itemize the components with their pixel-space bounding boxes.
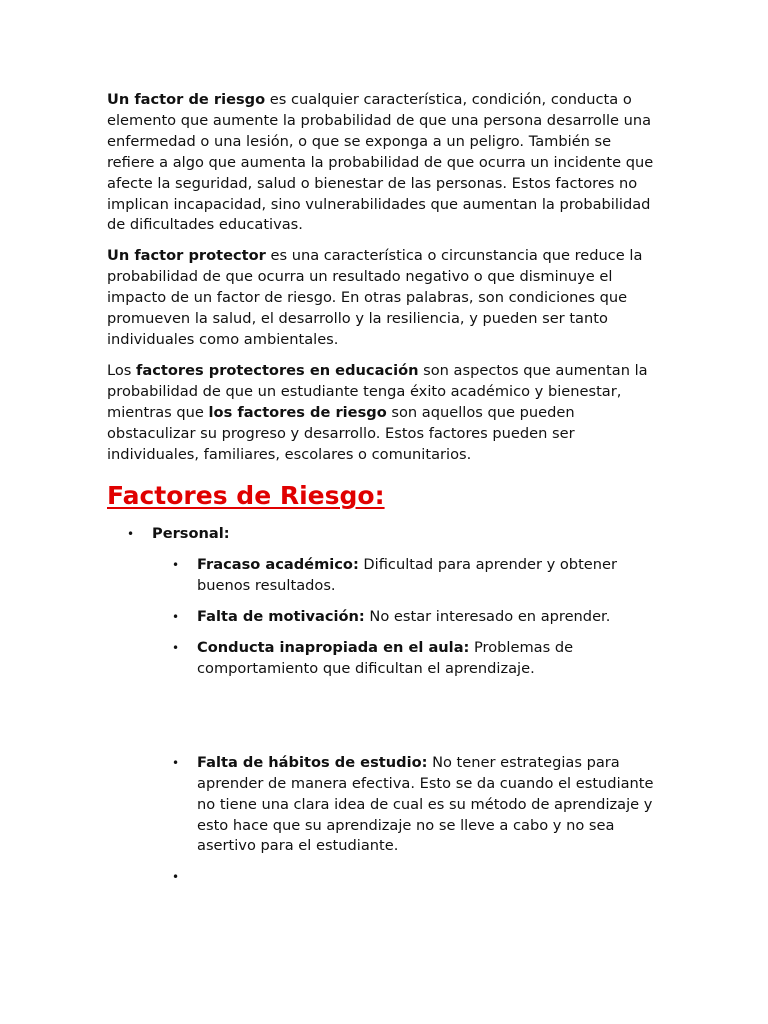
risk-factor-term: Un factor de riesgo: [107, 91, 266, 108]
document-body: [107, 90, 663, 898]
bullet-icon: •: [172, 610, 180, 625]
risk-factors-heading: Factores de Riesgo:: [107, 481, 385, 511]
item-title: Falta de hábitos de estudio:: [197, 753, 428, 771]
personal-label: Personal:: [152, 525, 230, 543]
item-title: Conducta inapropiada en el aula:: [197, 639, 470, 657]
item-text: No estar interesado en aprender.: [364, 608, 611, 626]
bullet-icon: •: [127, 527, 135, 542]
protective-factor-text: es una característica o circunstancia que reduce la probabilidad de que ocurra un resultado negativo o que disminuye el impacto de un factor de riesgo. En otras palabras, son condiciones que promueven la salud, el desarrollo y la resiliencia, y pueden ser tanto individuales como ambientales.: [107, 247, 643, 348]
personal-factors-list: [152, 555, 663, 888]
protective-factor-definition: [107, 246, 663, 351]
blank-space: [197, 680, 663, 743]
list-item: [152, 555, 663, 597]
risk-factors-list: [107, 524, 663, 888]
protective-factor-term: Un factor protector: [107, 247, 266, 265]
list-item: [152, 638, 663, 743]
bullet-icon: •: [172, 641, 180, 656]
item-text: Problemas de comportamiento que dificultan el aprendizaje.: [197, 639, 574, 677]
bullet-icon: •: [172, 755, 180, 770]
list-item-personal: [107, 524, 663, 888]
bullet-icon: •: [172, 870, 180, 885]
risk-factor-definition: [107, 90, 663, 236]
education-text-2: son aspectos que aumentan la probabilidad de que un estudiante tenga éxito académico y bienestar, mientras que: [107, 361, 648, 421]
item-text: Dificultad para aprender y obtener buenos resultados.: [197, 556, 617, 595]
bullet-icon: •: [172, 558, 180, 573]
item-text: No tener estrategias para aprender de manera efectiva. Esto se da cuando el estudiante no tiene una clara idea de cual es su método de aprendizaje y esto hace que su aprendizaje no se lleve a cabo y no sea asertivo para el estudiante.: [197, 753, 654, 855]
education-bold-1: factores protectores en educación: [136, 361, 419, 379]
item-title: Fracaso académico:: [197, 556, 359, 574]
education-factors-paragraph: [107, 361, 663, 466]
empty-line: [197, 867, 663, 888]
list-item: [152, 607, 663, 628]
education-text-1: Los: [107, 361, 137, 379]
education-bold-2: los factores de riesgo: [208, 403, 387, 421]
item-title: Falta de motivación:: [197, 608, 365, 626]
education-text-3: son aquellos que pueden obstaculizar su progreso y desarrollo. Estos factores pueden ser individuales, familiares, escolares o comunitarios.: [107, 403, 575, 463]
list-item-empty: [152, 867, 663, 888]
list-item: [152, 753, 663, 858]
risk-factor-text: es cualquier característica, condición, conducta o elemento que aumente la probabilidad de que una persona desarrolle una enfermedad o una lesión, o que se exponga a un peligro. También se refiere a algo que aumenta la probabilidad de que ocurra un incidente que afecte la seguridad, salud o bienestar de las personas. Estos factores no implican incapacidad, sino vulnerabilidades que aumentan la probabilidad de dificultades educativas.: [107, 91, 654, 234]
